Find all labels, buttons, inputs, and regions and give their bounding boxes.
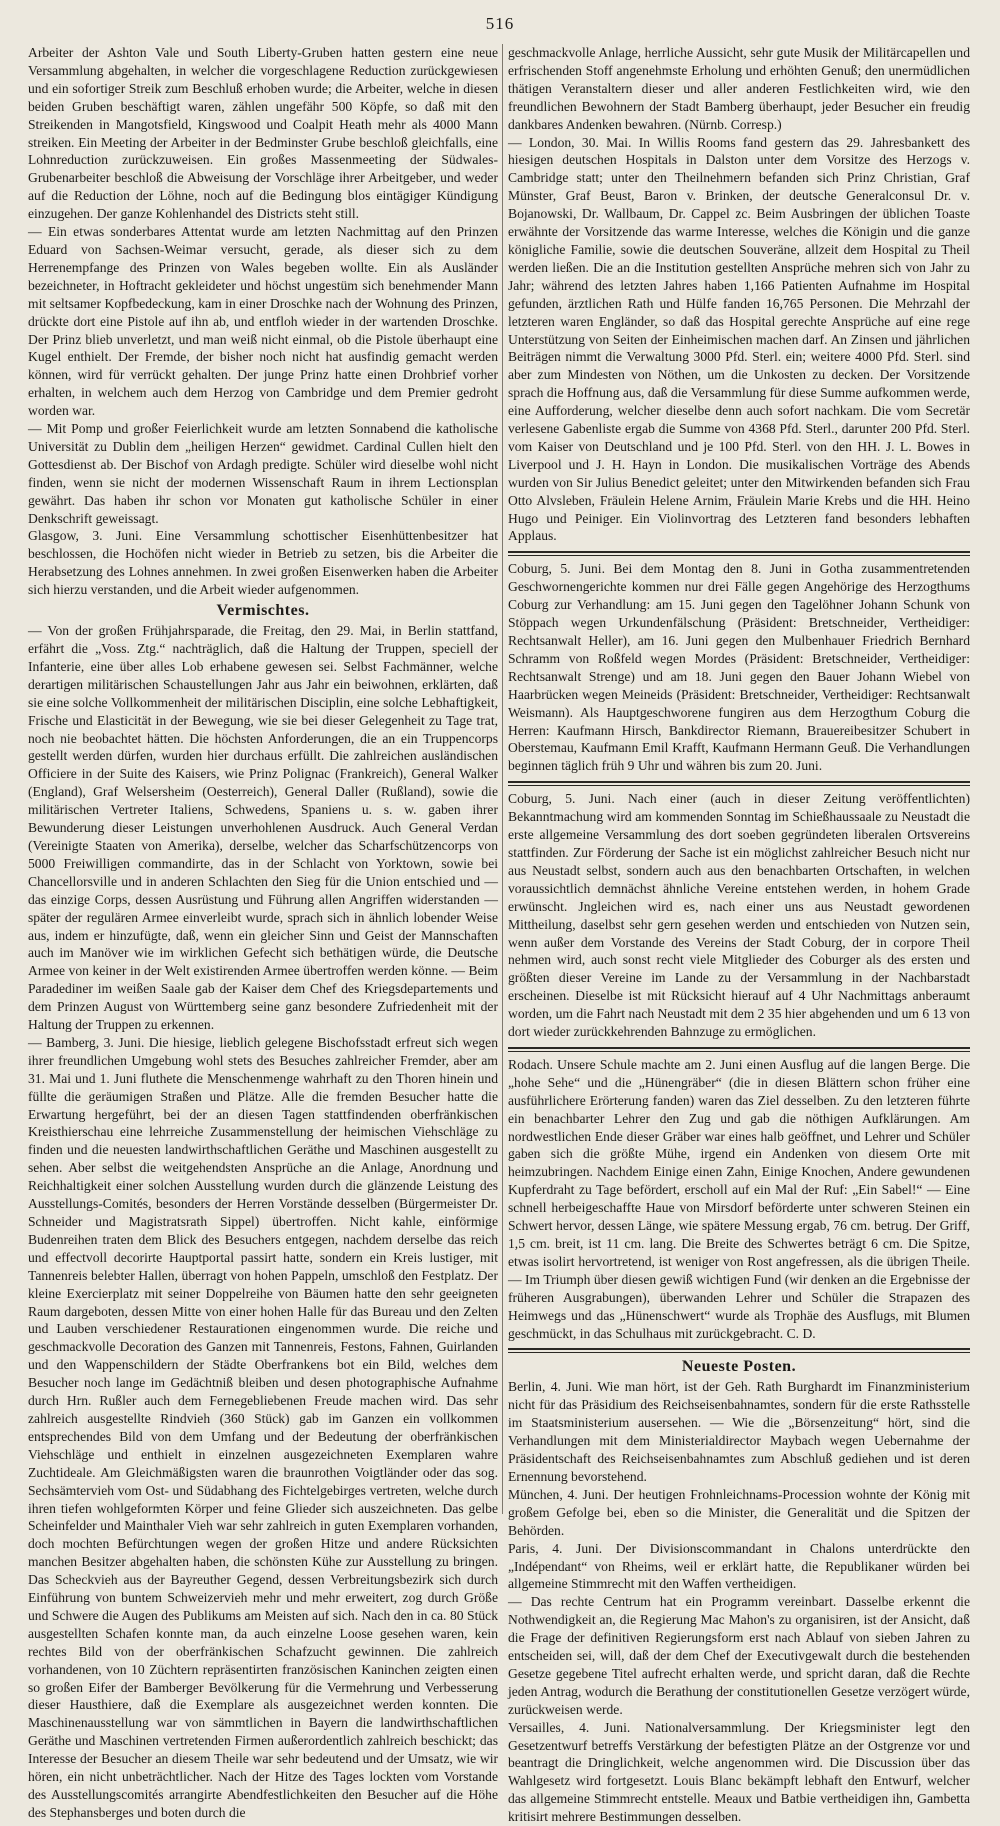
right-column — [508, 44, 970, 1825]
article-divider — [508, 1352, 970, 1353]
article-paragraph: — Mit Pomp und großer Feierlichkeit wurde am letzten Sonnabend die katholische Universität zu Dublin dem „heiligen Herzen“ gewidmet. Cardinal Cullen hielt den Gottesdienst ab. Der Bischof von Ardagh predigte. Schüler wird dieselbe wohl nicht finden, wenn sie nicht der modernen Wissenschaft Raum in ihrem Lectionsplan gewährt. Das haben ihr schon vor Monaten gut katholische Schüler in einer Denkschrift geweissagt. — [28, 421, 498, 526]
article-paragraph: Berlin, 4. Juni. Wie man hört, ist der Geh. Rath Burghardt im Finanzministerium nicht für das Präsidium des Reichseisenbahnamtes, sondern für die erste Rathsstelle im Staatsministerium ausersehen. — Wie die „Börsenzeitung“ hört, sind die Verhandlungen mit dem Ministerialdirector Maybach wegen Uebernahme der Präsidentschaft des Reichseisenbahnamtes zum Abschluß gediehen und ist deren Ernennung bevorstehend. — [508, 1379, 970, 1484]
article-paragraph: — Ein etwas sonderbares Attentat wurde am letzten Nachmittag auf den Prinzen Eduard von Sachsen-Weimar versucht, gerade, als dieser sich zu dem Herrenempfange des Prinzen von Wales begeben wollte. Ein als Ausländer bezeichneter, in Hoftracht gekleideter und höchst ungestüm sich benehmender Mann mit seltsamer Kopfbedeckung, kam in einer Droschke nach der Wohnung des Prinzen, drückte dort eine Pistole auf ihn ab, und entfloh wieder in der wartenden Droschke. Der Prinz blieb unverletzt, und man weiß nicht einmal, ob die Pistole überhaupt eine Kugel enthielt. Der Fremde, der bisher noch nicht hat ausfindig gemacht werden können, wird für verrückt gehalten. Der junge Prinz hatte einen Drohbrief vorher erhalten, in welchem auch dem Herzog von Cambridge und dem Premier gedroht worden war. — [28, 224, 498, 419]
article-paragraph: — Bamberg, 3. Juni. Die hiesige, lieblich gelegene Bischofsstadt erfreut sich wegen ihrer freundlichen Umgebung wohl stets des Besuches zahlreicher Fremder, aber am 31. Mai und 1. Juni fluthete die Menschenmenge wahrhaft zu den Thoren hinein und füllte die geräumigen Straßen und Plätze. Alle die fremden Besucher hatte die Erwartung hergeführt, bei der an diesen Tagen stattfindenden oberfränkischen Kreisthierschau eine lehrreiche Zusammenstellung der heimischen Viehschläge zu finden und die neuesten landwirthschaftlichen Geräthe und Maschinen ausgestellt zu sehen. Aber selbst die weitgehendsten Ansprüche an die Anlage, Anordnung und Reichhaltigkeit einer solchen Ausstellung wurden durch die glänzende Leistung des Ausstellungs-Comités, besonders der Herren Vorstände desselben (Bürgermeister Dr. Schneider und Magistratsrath Sippel) übertroffen. Nicht kahle, einförmige Budenreihen traten dem Blick des Besuchers entgegen, nachdem derselbe das reich und effectvoll decorirte Hauptportal passirt hatte, sondern ein Kreis lustiger, mit Tannenreis belebter Hallen, überragt von hohen Pappeln, umschloß den Festplatz. Der kleine Exercierplatz mit seiner Doppelreihe von Bäumen hatte den sehr geeigneten Raum dargeboten, dessen Mitte von einer hohen Halle für das Bureau und den Zelten und Lauben verschiedener Restaurationen eingenommen wurde. Die reiche und geschmackvolle Decoration des Ganzen mit Tannenreis, Festons, Fahnen, Guirlanden und den Wappenschildern der Städte Oberfrankens bot ein Bild, welches dem Besucher noch lange im Gedächtniß bleiben und desen photographische Aufnahme durch Hrn. Rußler auch dem Fernegebliebenen Freude machen wird. Das sehr zahlreich ausgestellte Rindvieh (360 Stück) gab im Ganzen ein vollkommen entsprechendes Bild von dem Umfang und der Bedeutung der oberfränkischen Viehschläge und enthielt in einzelnen ausgezeichneten Exemplaren wahre Zuchtideale. Am Gleichmäßigsten waren die braunrothen Voigtländer oder das sog. Sechsämtervieh vom Ost- und Südabhang des Fichtelgebirges vertreten, welche durch ihren tiefen wohlgeformten Körper und feine Glieder sich auszeichneten. Das gelbe Scheinfelder und Mainthaler Vieh war sehr zahlreich in guten Exemplaren vorhanden, doch mochten Befürchtungen wegen der großen Hitze und andere Rücksichten manchen Besitzer abgehalten haben, die schönsten Kühe zur Ausstellung zu bringen. Das Scheckvieh aus der Bayreuther Gegend, dessen Verbreitungsbezirk sich durch Einführung von buntem Schweizervieh mehr und mehr erweitert, zog durch Größe und Schwere die Augen des Publikums am Meisten auf sich. Nach den in ca. 80 Stück ausgestellten Schafen konnte man, da auch einzelne Loose gesehen waren, kein rechtes Bild von der oberfränkischen Schafzucht gewinnen. Die zahlreich vorhandenen, von 10 Züchtern repräsentirten französischen Kaninchen zeigten einen so großen Eifer der Bamberger Bevölkerung für die Vermehrung und Verbesserung dieser Hausthiere, daß die Exemplare als ausgezeichnet werden konnten. Die Maschinenausstellung war von sämmtlichen in Bayern die landwirthschaftlichen Geräthe und Maschinen vertretenden Firmen außerordentlich zahlreich beschickt; das Interesse der Besucher an diesem Theile war sehr bedeutend und der Umsatz, wie wir hören, ein nicht unbeträchtlicher. Nach der Hitze des Tages lockten vom Vorstande des Ausstellungscomités arrangirte Abendfestlichkeiten den Besucher auf die Höhe des Stephansberges und boten durch die — [28, 1034, 498, 1820]
article-divider — [508, 551, 970, 553]
left-column — [28, 44, 498, 1820]
column-divider — [502, 44, 503, 1514]
article-paragraph: München, 4. Juni. Der heutigen Frohnleichnams-Procession wohnte der König mit großem Gefolge bei, eben so die Minister, die Generalität und die Spitzen der Behörden. — [508, 1486, 970, 1538]
article-paragraph: Rodach. Unsere Schule machte am 2. Juni einen Ausflug auf die langen Berge. Die „hohe Sehe“ und die „Hünengräber“ (die in diesen Blättern schon früher eine ausführlichere Erörterung fanden) waren das Ziel desselben. Zu den letzteren führte ein benachbarter Lehrer den Zug und gab die nöthigen Aufklärungen. Am nordwestlichen Ende dieser Gräber war eines halb geöffnet, und Lehrer und Schüler gaben sich die größte Mühe, irgend ein Andenken von diesem Orte mit heimzubringen. Nachdem Einige einen Zahn, Einige Knochen, Andere gewundenen Kupferdraht zu Tage befördert, erscholl auf ein Mal der Ruf: „Ein Sabel!“ — Eine schnell herbeigeschaffte Haue von Mirsdorf beförderte unter schweren Steinen ein Schwert hervor, dessen Länge, wie spätere Messung ergab, 76 cm. betrug. Der Griff, 1,5 cm. breit, ist 11 cm. lang. Die Breite des Schwertes beträgt 6 cm. Die Spitze, etwas isolirt hervortretend, ist weniger von Rost angefressen, als die übrigen Theile. — Im Triumph über diesen gewiß wichtigen Fund (wir denken an die Ergebnisse der früheren Ausgrabungen), überwanden Lehrer und Schüler die Strapazen des Heimwegs und das „Hünenschwert“ wurde als Trophäe des Ausflugs, mit Blumen geschmückt, in das Schulhaus mit zurückgebracht. C. D. — [508, 1056, 970, 1341]
article-paragraph: Coburg, 5. Juni. Bei dem Montag den 8. Juni in Gotha zusammentretenden Geschwornengerichte kommen nur drei Fälle gegen Angehörige des Herzogthums Coburg zur Verhandlung: am 15. Juni gegen den Tagelöhner Johann Schunk von Stöppach wegen Urkundenfälschung (Präsident: Bretschneider, Vertheidiger: Rechtsanwalt Heller), am 16. Juni gegen den Mulbenhauer Friedrich Bernhard Schramm von Roßfeld wegen Mordes (Präsident: Bretschneider, Vertheidiger: Rechtsanwalt Strenge) und am 18. Juni gegen den Bauer Johann Wiebel von Haarbrücken wegen Meineids (Präsident: Bretschneider, Vertheidiger: Rechtsanwalt Weismann). Als Hauptgeschworene fungiren aus dem Herzogthum Coburg die Herren: Kaufmann Hirsch, Bankdirector Riemann, Brauereibesitzer Schubert in Oberstemau, Kaufmann Emil Krafft, Kaufmann Hermann Geuß. Die Verhandlungen beginnen täglich früh 9 Uhr und währen bis zum 20. Juni. — [508, 561, 970, 774]
section-heading: Vermischtes. — [216, 602, 310, 620]
article-divider — [508, 1051, 970, 1052]
article-paragraph: Paris, 4. Juni. Der Divisionscommandant in Chalons unterdrückte den „Indépendant“ von Rheims, weil er erklärt hatte, die Republikaner würden bei allgemeine Stimmrecht mit den Waffen vertheidigen. — [508, 1540, 970, 1592]
article-paragraph: Versailles, 4. Juni. Nationalversammlung. Der Kriegsminister legt den Gesetzentwurf betreffs Verstärkung der befestigten Plätze an der Ostgrenze vor und beantragt die Dringlichkeit, welche angenommen wird. Die Discussion über das Wahlgesetz wird fortgesetzt. Louis Blanc bekämpft lebhaft den Entwurf, welcher das allgemeine Stimmrecht entstelle. Meaux und Batbie vertheidigen ihn, Gambetta kritisirt mehrere Bestimmungen desselben. — [508, 1719, 970, 1825]
article-paragraph: geschmackvolle Anlage, herrliche Aussicht, sehr gute Musik der Militärcapellen und erfrischenden Stoff angenehmste Erholung und erhöhten Genuß; den unermüdlichen thätigen Veranstaltern dieser und aller anderen Festlichkeiten wird, wie den freundlichen Bewohnern der Stadt Bamberg überhaupt, jeder Besucher ein freudig dankbares Andenken bewahren. (Nürnb. Corresp.) — [508, 45, 970, 132]
section-heading: Neueste Posten. — [681, 1358, 797, 1376]
page-number: 516 — [485, 14, 515, 33]
article-divider — [508, 781, 970, 783]
article-divider — [508, 1348, 970, 1350]
article-divider — [508, 785, 970, 786]
article-paragraph: Coburg, 5. Juni. Nach einer (auch in dieser Zeitung veröffentlichten) Bekanntmachung wird am kommenden Sonntag im Schießhaussaale zu Neustadt die erste allgemeine Versammlung des dort soeben gegründeten liberalen Ortsvereins stattfinden. Zur Förderung der Sache ist ein möglichst zahlreicher Besuch nicht nur aus Neustadt selbst, sondern auch aus den benachbarten Ortschaften, in welchen voraussichtlich demnächst ähnliche Vereine entstehen werden, in hohem Grade erwünscht. Jngleichen wird es, nach einer uns aus Neustadt gewordenen Mittheilung, daselbst sehr gern gesehen werden und entschieden von Nutzen sein, wenn außer dem Vorstande des Vereins der Stadt Coburg, der in corpore Theil nehmen wird, auch sonst recht viele Mitglieder des Coburger als des ersten und größten dieser Vereine im Lande zu der Versammlung in der Nachbarstadt erscheinen. Dieselbe ist mit Rücksicht hierauf auf 4 Uhr Nachmittags anberaumt worden, um die Fahrt nach Neustadt mit dem 2 35 hier abgehenden und um 6 13 von dort wieder zurückkehrenden Bahnzuge zu ermöglichen. — [508, 791, 970, 1040]
article-divider — [508, 1047, 970, 1049]
article-paragraph: — Von der großen Frühjahrsparade, die Freitag, den 29. Mai, in Berlin stattfand, erfährt die „Voss. Ztg.“ nachträglich, daß die Haltung der Truppen, speciell der Infanterie, eine über alles Lob erhabene gewesen sei. Selbst Fachmänner, welche derartigen militärischen Schaustellungen Jahr aus Jahr ein beiwohnen, erklärten, daß sie eine solche Vollkommenheit der militärischen Disciplin, eine solche Lebhaftigkeit, Frische und Elasticität in der Bewegung, wie sie bei dieser Gelegenheit zu Tage trat, noch nie beobachtet hätten. Die höchsten Anforderungen, die an ein Truppencorps gestellt werden dürfen, wurden hier durchaus erfüllt. Die zahlreichen ausländischen Officiere in der Suite des Kaisers, wie Prinz Polignac (Frankreich), General Walker (England), Graf Welsersheim (Oesterreich), General Daller (Rußland), sowie die militärischen Vertreter Italiens, Schwedens, Spaniens u. s. w. gaben ihrer Bewunderung dieser Leistungen unverhohlenen Ausdruck. Auch General Verdan (Vereinigte Staaten von Amerika), derselbe, welcher das Scharfschützencorps von 5000 Freiwilligen commandirte, das in der Schlacht von Yorktown, sowie bei Chancellorsville und in anderen Schlachten den Sieg für die Union entschied und — das einzige Corps, dessen Ausrüstung und Führung allen Angriffen widerstanden — später der regulären Armee einverleibt wurde, sprach sich in ähnlich lobender Weise aus, indem er hinzufügte, daß, wenn ein gleicher Sinn und Geist der Mannschaften auch im Manöver wie im wirklichen Gefecht sich bethätigen würde, die Deutsche Armee von keiner in der Welt existirenden Armee übertroffen werden könne. — Beim Paradediner im weißen Saale gab der Kaiser dem Chef des Kriegsdepartements und dem Prinzen August von Württemberg seine ganz besondere Zufriedenheit mit der Haltung der Truppen zu erkennen. — [28, 623, 498, 1033]
article-paragraph: Glasgow, 3. Juni. Eine Versammlung schottischer Eisenhüttenbesitzer hat beschlossen, die Hochöfen nicht wieder in Betrieb zu setzen, bis die Arbeiter die Herabsetzung des Lohnes annehmen. In zwei großen Eisenwerken haben die Arbeiter sich hierzu verstanden, und die Arbeit wieder aufgenommen. — [28, 528, 498, 598]
article-paragraph: — London, 30. Mai. In Willis Rooms fand gestern das 29. Jahresbankett des hiesigen deutschen Hospitals in Dalston unter dem Vorsitze des Herzogs v. Cambridge statt; unter den Theilnehmern befanden sich Prinz Christian, Graf Münster, Graf Beust, Baron v. Brinken, der deutsche Generalconsul Dr. v. Bojanowski, Dr. Wallbaum, Dr. Cappel zc. Beim Ausbringen der üblichen Toaste erwähnte der Vorsitzende das warme Interesse, welches die Königin und die ganze königliche Familie, sowie die deutschen Souveräne, allzeit dem Hospital zu Theil werden ließen. Die an die Institution gestellten Ansprüche mehren sich von Jahr zu Jahr; während des letzten Jahres haben 1,166 Patienten Aufnahme im Hospital gefunden, ärztlichen Rath und Hülfe fanden 16,765 Personen. Die Mehrzahl der letzteren waren Engländer, so daß das Hospital gerechte Ansprüche auf eine rege Unterstützung von Seiten der Einheimischen machen darf. An Zinsen und jährlichen Beiträgen nimmt die Verwaltung 3000 Pfd. Sterl. ein; weitere 4000 Pfd. Sterl. sind aber zum Mindesten von Nöthen, um die Unkosten zu decken. Der Vorsitzende sprach die Hoffnung aus, daß die Versammlung für diese Summe aufkommen werde, eine Aufforderung, welcher dieselbe denn auch sofort nachkam. Die vom Secretär verlesene Gabenliste ergab die Summe von 4368 Pfd. Sterl., darunter 200 Pfd. Sterl. vom Kaiser von Deutschland und je 100 Pfd. Sterl. von den HH. J. L. Bowes in Liverpool und J. H. Hayn in London. Die musikalischen Vorträge des Abends wurden von Sir Julius Benedict geleitet; unter den Mitwirkenden befanden sich Frau Otto Alvsleben, Fräulein Helene Arnim, Fräulein Marie Krebs und die HH. Heino Hugo und Peiniger. Ein Violinvortrag des Letzteren fand besonders lebhaften Applaus. — [508, 134, 970, 544]
article-paragraph: Arbeiter der Ashton Vale und South Liberty-Gruben hatten gestern eine neue Versammlung abgehalten, in welcher die vorgeschlagene Reduction zurückgewiesen und ein sofortiger Streik zum Beschluß erhoben wurde; die Arbeiter, welche in diesen beiden Gruben beschäftigt waren, zählen ungefähr 500 Köpfe, so daß mit den Streikenden in Mangotsfield, Kingswood und Coalpit Heath mehr als 4000 Mann streiken. Ein Meeting der Arbeiter in der Bedminster Grube beschloß gleichfalls, eine Lohnreduction zurückzuweisen. Ein großes Massenmeeting der Südwales-Grubenarbeiter beschloß die Abweisung der Vorschläge ihrer Arbeitgeber, und weder auf die Reduction der Löhne, noch auf die Bedingung blos eintägiger Kündigung einzugehen. Der ganze Kohlenhandel des Districts steht still. — [28, 45, 498, 222]
article-divider — [508, 555, 970, 556]
article-paragraph: — Das rechte Centrum hat ein Programm vereinbart. Dasselbe erkennt die Nothwendigkeit an, die Regierung Mac Mahon's zu organisiren, ist der Ansicht, daß die Frage der definitiven Regierungsform erst nach Ablauf von sieben Jahren zu entscheiden sei, will, daß der dem Chef der Executivgewalt durch die bestehenden Gesetze gegebene Titel aufrecht erhalten werde, und spricht daran, daß die Rechte jeden Antrag, wodurch die Berathung der constitutionellen Gesetze verzögert würde, zurückweisen werde. — [508, 1594, 970, 1717]
